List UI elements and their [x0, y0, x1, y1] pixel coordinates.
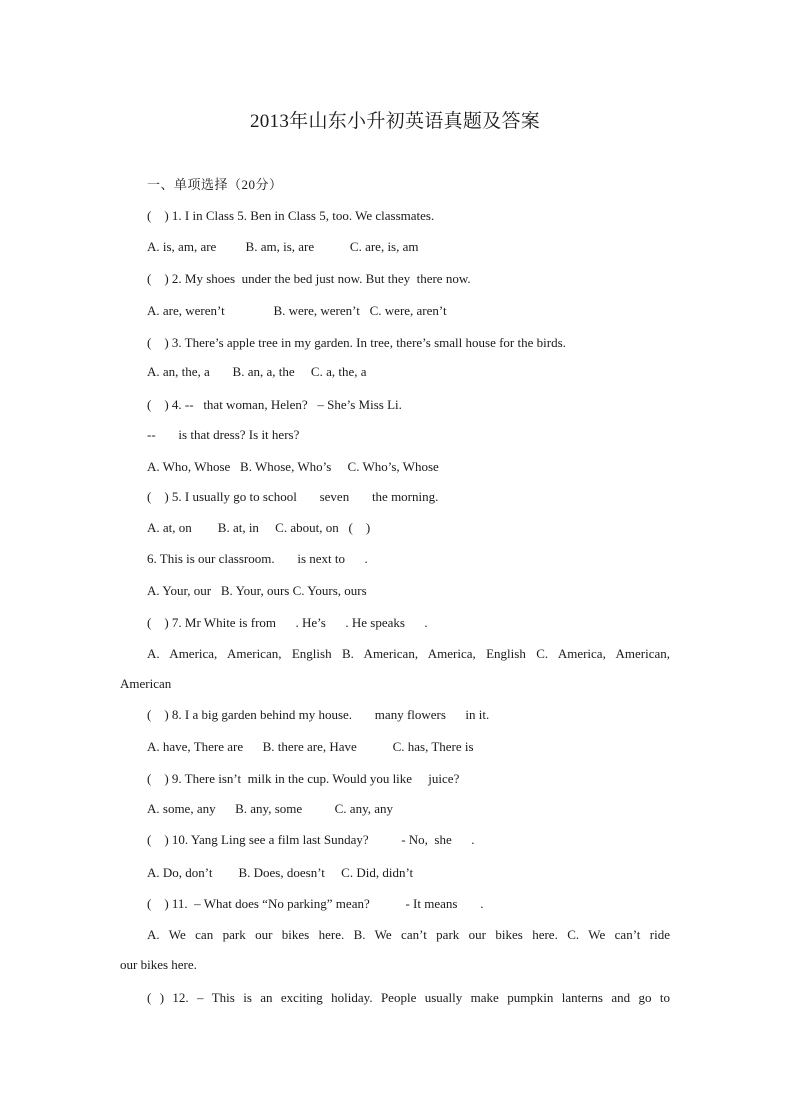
answer-options: A. We can park our bikes here. B. We can’t park our bikes here. C. We can’t ride	[147, 927, 670, 942]
question-line: ( ) 7. Mr White is from . He’s . He speaks .	[147, 615, 428, 630]
question-line: ( ) 9. There isn’t milk in the cup. Would you like juice?	[147, 771, 460, 786]
answer-options-continued: our bikes here.	[120, 957, 197, 972]
question-line: 6. This is our classroom. is next to .	[147, 551, 368, 566]
question-line: -- is that dress? Is it hers?	[147, 427, 300, 442]
question-line: ( ) 11. – What does “No parking” mean? - It means .	[147, 896, 484, 911]
question-line: ( ) 1. I in Class 5. Ben in Class 5, too. We classmates.	[147, 208, 435, 223]
question-line: ( ) 12. – This is an exciting holiday. People usually make pumpkin lanterns and go to	[147, 990, 670, 1005]
answer-options: A. an, the, a B. an, a, the C. a, the, a	[147, 364, 367, 379]
question-line: ( ) 5. I usually go to school seven the morning.	[147, 489, 439, 504]
answer-options-continued: American	[120, 676, 172, 691]
answer-options: A. Your, our B. Your, ours C. Yours, ours	[147, 583, 367, 598]
answer-options: A. Do, don’t B. Does, doesn’t C. Did, didn’t	[147, 865, 414, 880]
page-title: 2013年山东小升初英语真题及答案	[249, 111, 541, 132]
answer-options: A. are, weren’t B. were, weren’t C. were, aren’t	[147, 303, 447, 318]
question-line: ( ) 10. Yang Ling see a film last Sunday? - No, she .	[147, 832, 475, 847]
answer-options: A. America, American, English B. American, America, English C. America, American,	[147, 646, 670, 661]
answer-options: A. Who, Whose B. Whose, Who’s C. Who’s, Whose	[147, 459, 439, 474]
question-line: ( ) 8. I a big garden behind my house. many flowers in it.	[147, 707, 490, 722]
answer-options: A. some, any B. any, some C. any, any	[147, 801, 394, 816]
answer-options: A. at, on B. at, in C. about, on ( )	[147, 520, 371, 535]
section-heading: 一、单项选择（20分）	[147, 177, 283, 192]
answer-options: A. have, There are B. there are, Have C. has, There is	[147, 739, 474, 754]
question-line: ( ) 3. There’s apple tree in my garden. In tree, there’s small house for the birds.	[147, 335, 566, 350]
question-line: ( ) 2. My shoes under the bed just now. But they there now.	[147, 271, 471, 286]
answer-options: A. is, am, are B. am, is, are C. are, is, am	[147, 239, 419, 254]
question-line: ( ) 4. -- that woman, Helen? – She’s Miss Li.	[147, 397, 402, 412]
